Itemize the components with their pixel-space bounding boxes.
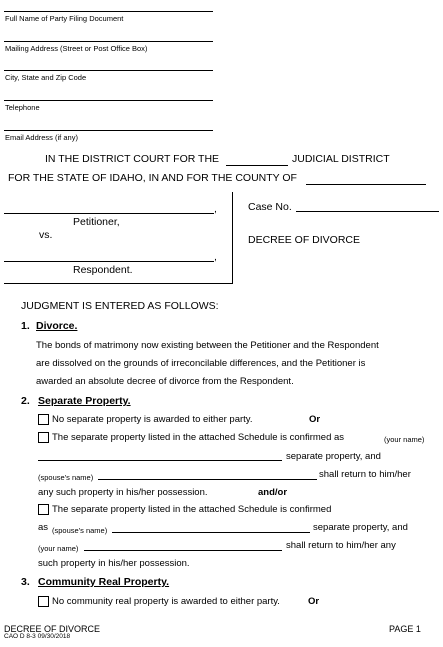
case-no-blank[interactable] <box>296 211 439 212</box>
telephone-field-label: Telephone <box>5 103 40 112</box>
caption-bottom-border <box>4 283 233 284</box>
address-field-label: Mailing Address (Street or Post Office Box) <box>5 44 148 53</box>
petitioner-label: Petitioner, <box>73 216 120 228</box>
section1-title: Divorce. <box>36 320 78 332</box>
county-blank[interactable] <box>306 184 426 185</box>
judgment-intro: JUDGMENT IS ENTERED AS FOLLOWS: <box>21 300 219 312</box>
separate-property-and-text-2: separate property, and <box>313 522 408 533</box>
footer-title: DECREE OF DIVORCE <box>4 624 101 634</box>
or-label: Or <box>309 414 321 425</box>
no-community-property-checkbox[interactable] <box>38 596 49 607</box>
no-community-property-text: No community real property is awarded to either party. <box>52 596 280 607</box>
no-separate-property-checkbox[interactable] <box>38 414 49 425</box>
case-no-label: Case No. <box>248 201 292 213</box>
separate-property-and-text: separate property, and <box>286 451 381 462</box>
shall-return-text: shall return to him/her <box>319 469 411 480</box>
respondent-comma: , <box>214 251 217 263</box>
judicial-district-blank[interactable] <box>226 165 288 166</box>
separate-property-you-checkbox[interactable] <box>38 432 49 443</box>
section2-number: 2. <box>21 395 30 407</box>
as-label: as <box>38 522 49 533</box>
section1-line: awarded an absolute decree of divorce from the Respondent. <box>36 376 294 387</box>
petitioner-comma: , <box>214 203 217 215</box>
section3-number: 3. <box>21 576 30 588</box>
spouses-name-hint: (spouse's name) <box>38 473 94 482</box>
your-name-hint: (your name) <box>384 435 425 444</box>
spouses-name-blank[interactable] <box>98 479 317 480</box>
section1-line: are dissolved on the grounds of irreconcilable differences, and the Petitioner is <box>36 358 366 369</box>
court-line2: FOR THE STATE OF IDAHO, IN AND FOR THE COUNTY OF <box>8 172 297 184</box>
address-field-line[interactable] <box>4 41 213 42</box>
or-label-2: Or <box>308 596 320 607</box>
spouses-name-blank-2[interactable] <box>112 532 310 533</box>
email-field-label: Email Address (if any) <box>5 133 78 142</box>
no-separate-property-text: No separate property is awarded to either party. <box>52 414 253 425</box>
footer-code: CAO D 8-3 09/30/2018 <box>4 633 71 640</box>
your-name-blank[interactable] <box>38 460 282 461</box>
and-or-label: and/or <box>258 487 288 498</box>
separate-property-spouse-text: The separate property listed in the attached Schedule is confirmed <box>52 504 332 515</box>
any-such-property-text: any such property in his/her possession. <box>38 487 208 498</box>
section1-line: The bonds of matrimony now existing between the Petitioner and the Respondent <box>36 340 379 351</box>
respondent-label: Respondent. <box>73 264 133 276</box>
respondent-line[interactable] <box>4 261 214 262</box>
court-line1-a: IN THE DISTRICT COURT FOR THE <box>45 153 220 165</box>
city-field-line[interactable] <box>4 70 213 71</box>
section2-title: Separate Property. <box>38 395 131 407</box>
separate-property-spouse-checkbox[interactable] <box>38 504 49 515</box>
name-field-label: Full Name of Party Filing Document <box>5 14 124 23</box>
petitioner-line[interactable] <box>4 213 214 214</box>
email-field-line[interactable] <box>4 130 213 131</box>
section3-title: Community Real Property. <box>38 576 170 588</box>
such-property-text: such property in his/her possession. <box>38 558 190 569</box>
city-field-label: City, State and Zip Code <box>5 73 87 82</box>
shall-return-any-text: shall return to him/her any <box>286 540 396 551</box>
section1-number: 1. <box>21 320 30 332</box>
your-name-hint-2: (your name) <box>38 544 79 553</box>
separate-property-you-text: The separate property listed in the attached Schedule is confirmed as <box>52 432 345 443</box>
court-line1-b: JUDICIAL DISTRICT <box>292 153 390 165</box>
your-name-blank-2[interactable] <box>84 550 282 551</box>
footer-page: PAGE 1 <box>389 624 421 634</box>
name-field-line[interactable] <box>4 11 213 12</box>
telephone-field-line[interactable] <box>4 100 213 101</box>
vs-label: vs. <box>39 229 53 241</box>
spouses-name-hint-2: (spouse's name) <box>52 526 108 535</box>
caption-vertical-divider <box>232 192 233 283</box>
document-title: DECREE OF DIVORCE <box>248 234 361 246</box>
